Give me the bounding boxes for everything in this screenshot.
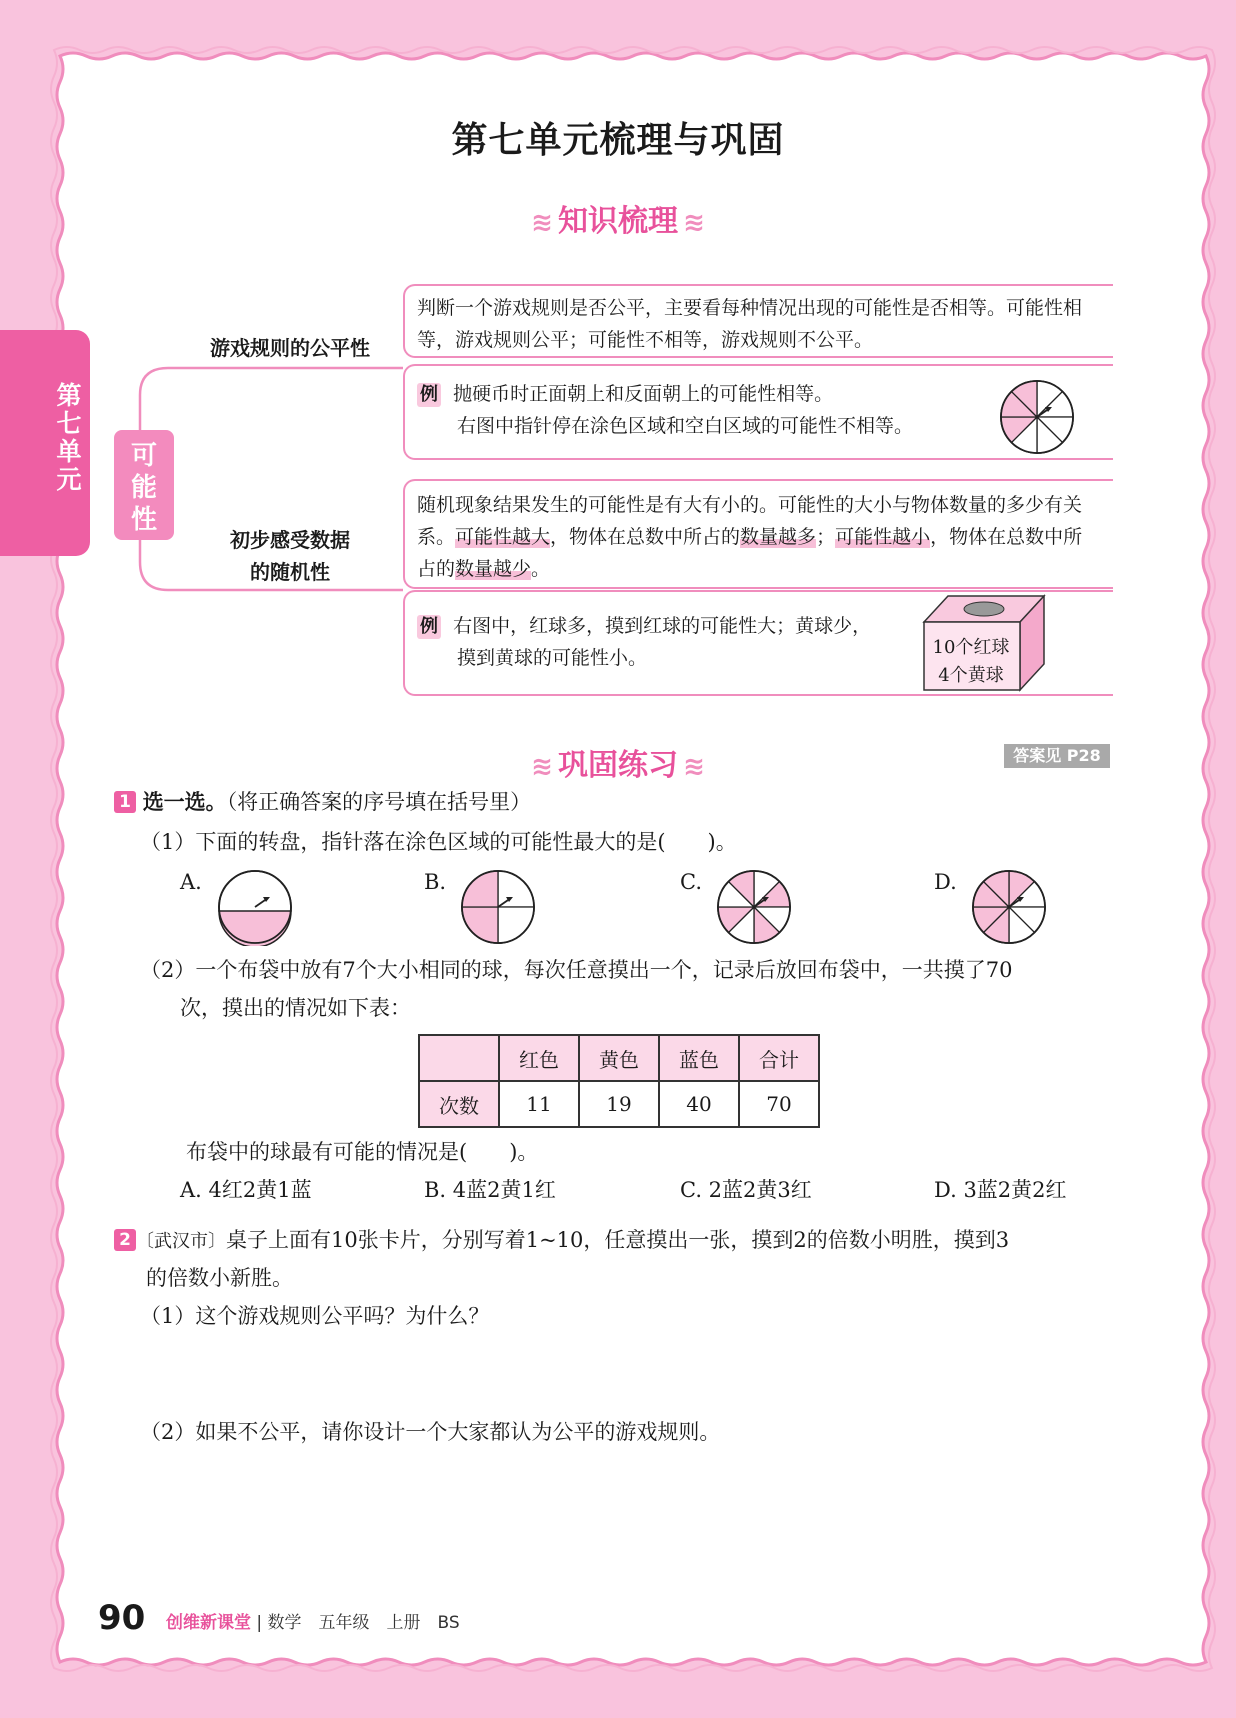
option-c-label: C.	[680, 870, 702, 894]
table-cell: 70	[739, 1081, 819, 1127]
branch-randomness-label: 初步感受数据 的随机性	[230, 528, 350, 584]
page-title: 第七单元梳理与巩固	[451, 120, 785, 161]
q1-number: 1	[114, 791, 136, 813]
q2-number: 2	[114, 1229, 136, 1251]
table-cell: 40	[659, 1081, 739, 1127]
option2-c: C. 2蓝2黄3红	[680, 1178, 812, 1202]
fairness-text: 判断一个游戏规则是否公平，主要看每种情况出现的可能性是否相等。可能性相等，游戏规则公平；可能性不相等，游戏规则不公平。	[417, 297, 1083, 351]
spinner-c-icon	[715, 868, 793, 946]
spinner-example-icon	[998, 378, 1074, 454]
spinner-d-icon	[970, 868, 1048, 946]
footer-info: 创维新课堂 | 数学 五年级 上册 BS	[166, 1613, 460, 1633]
randomness-example-line2: 摸到黄球的可能性小。	[457, 647, 648, 669]
wave-right-icon: ≋	[683, 752, 705, 782]
q1-sub2-line2: 次，摸出的情况如下表：	[180, 996, 411, 1020]
table-header-cell: 黄色	[579, 1035, 659, 1081]
option2-a: A. 4红2黄1蓝	[180, 1178, 312, 1202]
mindmap-root: 可能性	[114, 430, 174, 540]
q2-sub2: （2）如果不公平，请你设计一个大家都认为公平的游戏规则。	[140, 1420, 721, 1444]
table-header-cell	[419, 1035, 499, 1081]
q1-heading: 1 选一选。（将正确答案的序号填在括号里）	[114, 786, 531, 818]
spinner-a-icon	[216, 868, 294, 946]
table-header-cell: 红色	[499, 1035, 579, 1081]
option-a-label: A.	[180, 870, 202, 894]
table-cell: 19	[579, 1081, 659, 1127]
wave-left-icon: ≋	[531, 752, 553, 782]
answer-reference-tag: 答案见 P28	[1004, 744, 1110, 768]
example-tag: 例	[417, 383, 441, 407]
q2-line1: 2 〔武汉市〕桌子上面有10张卡片，分别写着1~10，任意摸出一张，摸到2的倍数小明胜，摸到3	[114, 1224, 1009, 1258]
option-b-label: B.	[424, 870, 447, 894]
table-row-label: 次数	[419, 1081, 499, 1127]
ball-box-label: 10个红球 4个黄球	[932, 637, 1010, 686]
wave-right-icon: ≋	[683, 208, 705, 238]
wave-left-icon: ≋	[531, 208, 553, 238]
randomness-example-line1: 右图中，红球多，摸到红球的可能性大；黄球少，	[453, 615, 872, 637]
randomness-text-box	[403, 479, 1113, 589]
table-header-cell: 合计	[739, 1035, 819, 1081]
table-cell: 11	[499, 1081, 579, 1127]
branch-fairness-label: 游戏规则的公平性	[210, 336, 370, 360]
q1-sub2-question: 布袋中的球最有可能的情况是( )。	[186, 1140, 539, 1164]
q2-line2: 的倍数小新胜。	[146, 1266, 293, 1290]
section-knowledge-label: 知识梳理	[558, 204, 678, 239]
spinner-b-icon	[459, 868, 537, 946]
section-practice-label: 巩固练习	[558, 748, 678, 783]
unit-side-tab-label: 第七单元	[56, 381, 82, 494]
q1-sub2-line1: （2）一个布袋中放有7个大小相同的球，每次任意摸出一个，记录后放回布袋中，一共摸了70	[140, 958, 1013, 982]
table-row	[419, 1035, 819, 1081]
table-row	[419, 1081, 819, 1127]
q1-sub1: （1）下面的转盘，指针落在涂色区域的可能性最大的是( )。	[140, 830, 737, 854]
fairness-example-line1: 抛硬币时正面朝上和反面朝上的可能性相等。	[453, 383, 834, 405]
option2-b: B. 4蓝2黄1红	[424, 1178, 556, 1202]
fairness-example-line2: 右图中指针停在涂色区域和空白区域的可能性不相等。	[457, 415, 914, 437]
randomness-text: 随机现象结果发生的可能性是有大有小的。可能性的大小与物体数量的多少有关系。可能性越大，物体在总数中所占的数量越多；可能性越小，物体在总数中所占的数量越少。	[417, 494, 1083, 580]
option-d-label: D.	[934, 870, 957, 894]
page-number: 90	[98, 1598, 146, 1638]
table-header-cell: 蓝色	[659, 1035, 739, 1081]
results-table	[418, 1034, 820, 1128]
example-tag: 例	[417, 615, 441, 639]
q2-sub1: （1）这个游戏规则公平吗？为什么？	[140, 1304, 490, 1328]
fairness-text-box	[403, 284, 1113, 358]
option2-d: D. 3蓝2黄2红	[934, 1178, 1067, 1202]
